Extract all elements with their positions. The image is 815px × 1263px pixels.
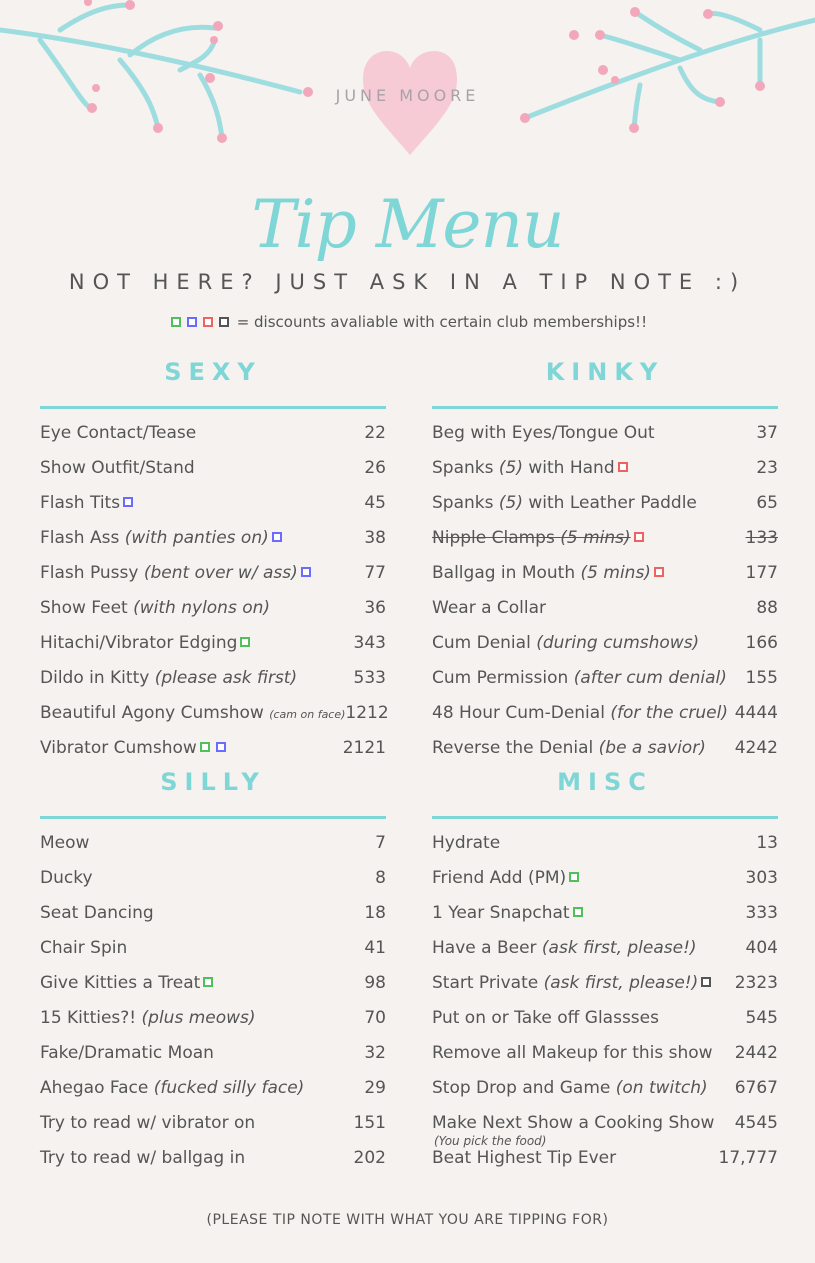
menu-item: Fake/Dramatic Moan 32 bbox=[40, 1042, 386, 1063]
green-discount-icon bbox=[171, 317, 181, 327]
left-branch-icon bbox=[0, 5, 300, 138]
section-divider bbox=[40, 816, 386, 819]
right-blossoms-icon bbox=[520, 7, 765, 133]
menu-item: Beg with Eyes/Tongue Out 37 bbox=[432, 422, 778, 443]
blue-discount-icon bbox=[187, 317, 197, 327]
footer-note: (PLEASE TIP NOTE WITH WHAT YOU ARE TIPPING FOR) bbox=[206, 1212, 609, 1228]
menu-item: Remove all Makeup for this show 2442 bbox=[432, 1042, 778, 1063]
menu-item: Stop Drop and Game (on twitch) 6767 bbox=[432, 1077, 778, 1098]
section-heading: MISC bbox=[557, 768, 653, 796]
section-silly bbox=[40, 768, 386, 1175]
green-discount-icon bbox=[569, 872, 579, 882]
green-discount-icon bbox=[240, 637, 250, 647]
menu-item: Put on or Take off Glassses 545 bbox=[432, 1007, 778, 1028]
menu-item: Reverse the Denial (be a savior) 4242 bbox=[432, 737, 778, 758]
section-divider bbox=[40, 406, 386, 409]
menu-item: 1 Year Snapchat 333 bbox=[432, 902, 778, 923]
section-kinky bbox=[432, 358, 778, 765]
red-discount-icon bbox=[634, 532, 644, 542]
blue-discount-icon bbox=[272, 532, 282, 542]
green-discount-icon bbox=[200, 742, 210, 752]
black-discount-icon bbox=[219, 317, 229, 327]
menu-item: Show Outfit/Stand 26 bbox=[40, 457, 386, 478]
right-branch-icon bbox=[525, 12, 815, 128]
menu-item: Hitachi/Vibrator Edging 343 bbox=[40, 632, 386, 653]
menu-item: Ahegao Face (fucked silly face) 29 bbox=[40, 1077, 386, 1098]
cooking-note: (You pick the food) bbox=[434, 1134, 547, 1148]
menu-item: 15 Kitties?! (plus meows) 70 bbox=[40, 1007, 386, 1028]
page-title: Tip Menu bbox=[251, 186, 564, 263]
section-sexy bbox=[40, 358, 389, 765]
blue-discount-icon bbox=[301, 567, 311, 577]
menu-item: Nipple Clamps (5 mins) 133 bbox=[432, 527, 778, 548]
section-misc bbox=[432, 768, 778, 1175]
blue-discount-icon bbox=[216, 742, 226, 752]
menu-item: Hydrate 13 bbox=[432, 832, 778, 853]
menu-item: Friend Add (PM) 303 bbox=[432, 867, 778, 888]
menu-item: Try to read w/ vibrator on 151 bbox=[40, 1112, 386, 1133]
menu-item: Wear a Collar 88 bbox=[432, 597, 778, 618]
menu-item: Chair Spin 41 bbox=[40, 937, 386, 958]
menu-item: Have a Beer (ask first, please!) 404 bbox=[432, 937, 778, 958]
menu-item: Flash Ass (with panties on) 38 bbox=[40, 527, 386, 548]
section-heading: SILLY bbox=[160, 768, 266, 796]
menu-item: Seat Dancing 18 bbox=[40, 902, 386, 923]
left-blossoms-icon bbox=[84, 0, 313, 143]
menu-item: Flash Pussy (bent over w/ ass) 77 bbox=[40, 562, 386, 583]
legend-text: = discounts avaliable with certain club memberships!! bbox=[236, 313, 648, 331]
floral-decoration bbox=[0, 0, 815, 170]
menu-item: 48 Hour Cum-Denial (for the cruel) 4444 bbox=[432, 702, 778, 723]
menu-item: Vibrator Cumshow 2121 bbox=[40, 737, 386, 758]
menu-item: Make Next Show a Cooking Show 4545 bbox=[432, 1112, 778, 1133]
menu-item: Cum Denial (during cumshows) 166 bbox=[432, 632, 778, 653]
menu-item: Dildo in Kitty (please ask first) 533 bbox=[40, 667, 386, 688]
menu-item: Beat Highest Tip Ever 17,777 bbox=[432, 1147, 778, 1168]
page-subtitle: NOT HERE? JUST ASK IN A TIP NOTE :) bbox=[68, 270, 747, 294]
red-discount-icon bbox=[654, 567, 664, 577]
discount-legend bbox=[0, 313, 815, 331]
menu-item: Beautiful Agony Cumshow (cam on face) 1212 bbox=[40, 702, 389, 723]
menu-item: Give Kitties a Treat 98 bbox=[40, 972, 386, 993]
menu-item: Cum Permission (after cum denial) 155 bbox=[432, 667, 778, 688]
green-discount-icon bbox=[203, 977, 213, 987]
menu-item: Show Feet (with nylons on) 36 bbox=[40, 597, 386, 618]
section-divider bbox=[432, 406, 778, 409]
menu-item: Spanks (5) with Leather Paddle 65 bbox=[432, 492, 778, 513]
section-divider bbox=[432, 816, 778, 819]
menu-item: Eye Contact/Tease 22 bbox=[40, 422, 386, 443]
menu-item: Meow 7 bbox=[40, 832, 386, 853]
red-discount-icon bbox=[203, 317, 213, 327]
menu-item: Ducky 8 bbox=[40, 867, 386, 888]
menu-item: Ballgag in Mouth (5 mins) 177 bbox=[432, 562, 778, 583]
menu-item: Flash Tits 45 bbox=[40, 492, 386, 513]
blue-discount-icon bbox=[123, 497, 133, 507]
black-discount-icon bbox=[701, 977, 711, 987]
brand-name: JUNE MOORE bbox=[335, 86, 480, 105]
menu-item: Spanks (5) with Hand 23 bbox=[432, 457, 778, 478]
menu-item: Try to read w/ ballgag in 202 bbox=[40, 1147, 386, 1168]
red-discount-icon bbox=[618, 462, 628, 472]
green-discount-icon bbox=[573, 907, 583, 917]
menu-item: Start Private (ask first, please!) 2323 bbox=[432, 972, 778, 993]
section-heading: SEXY bbox=[164, 358, 262, 386]
section-heading: KINKY bbox=[545, 358, 665, 386]
